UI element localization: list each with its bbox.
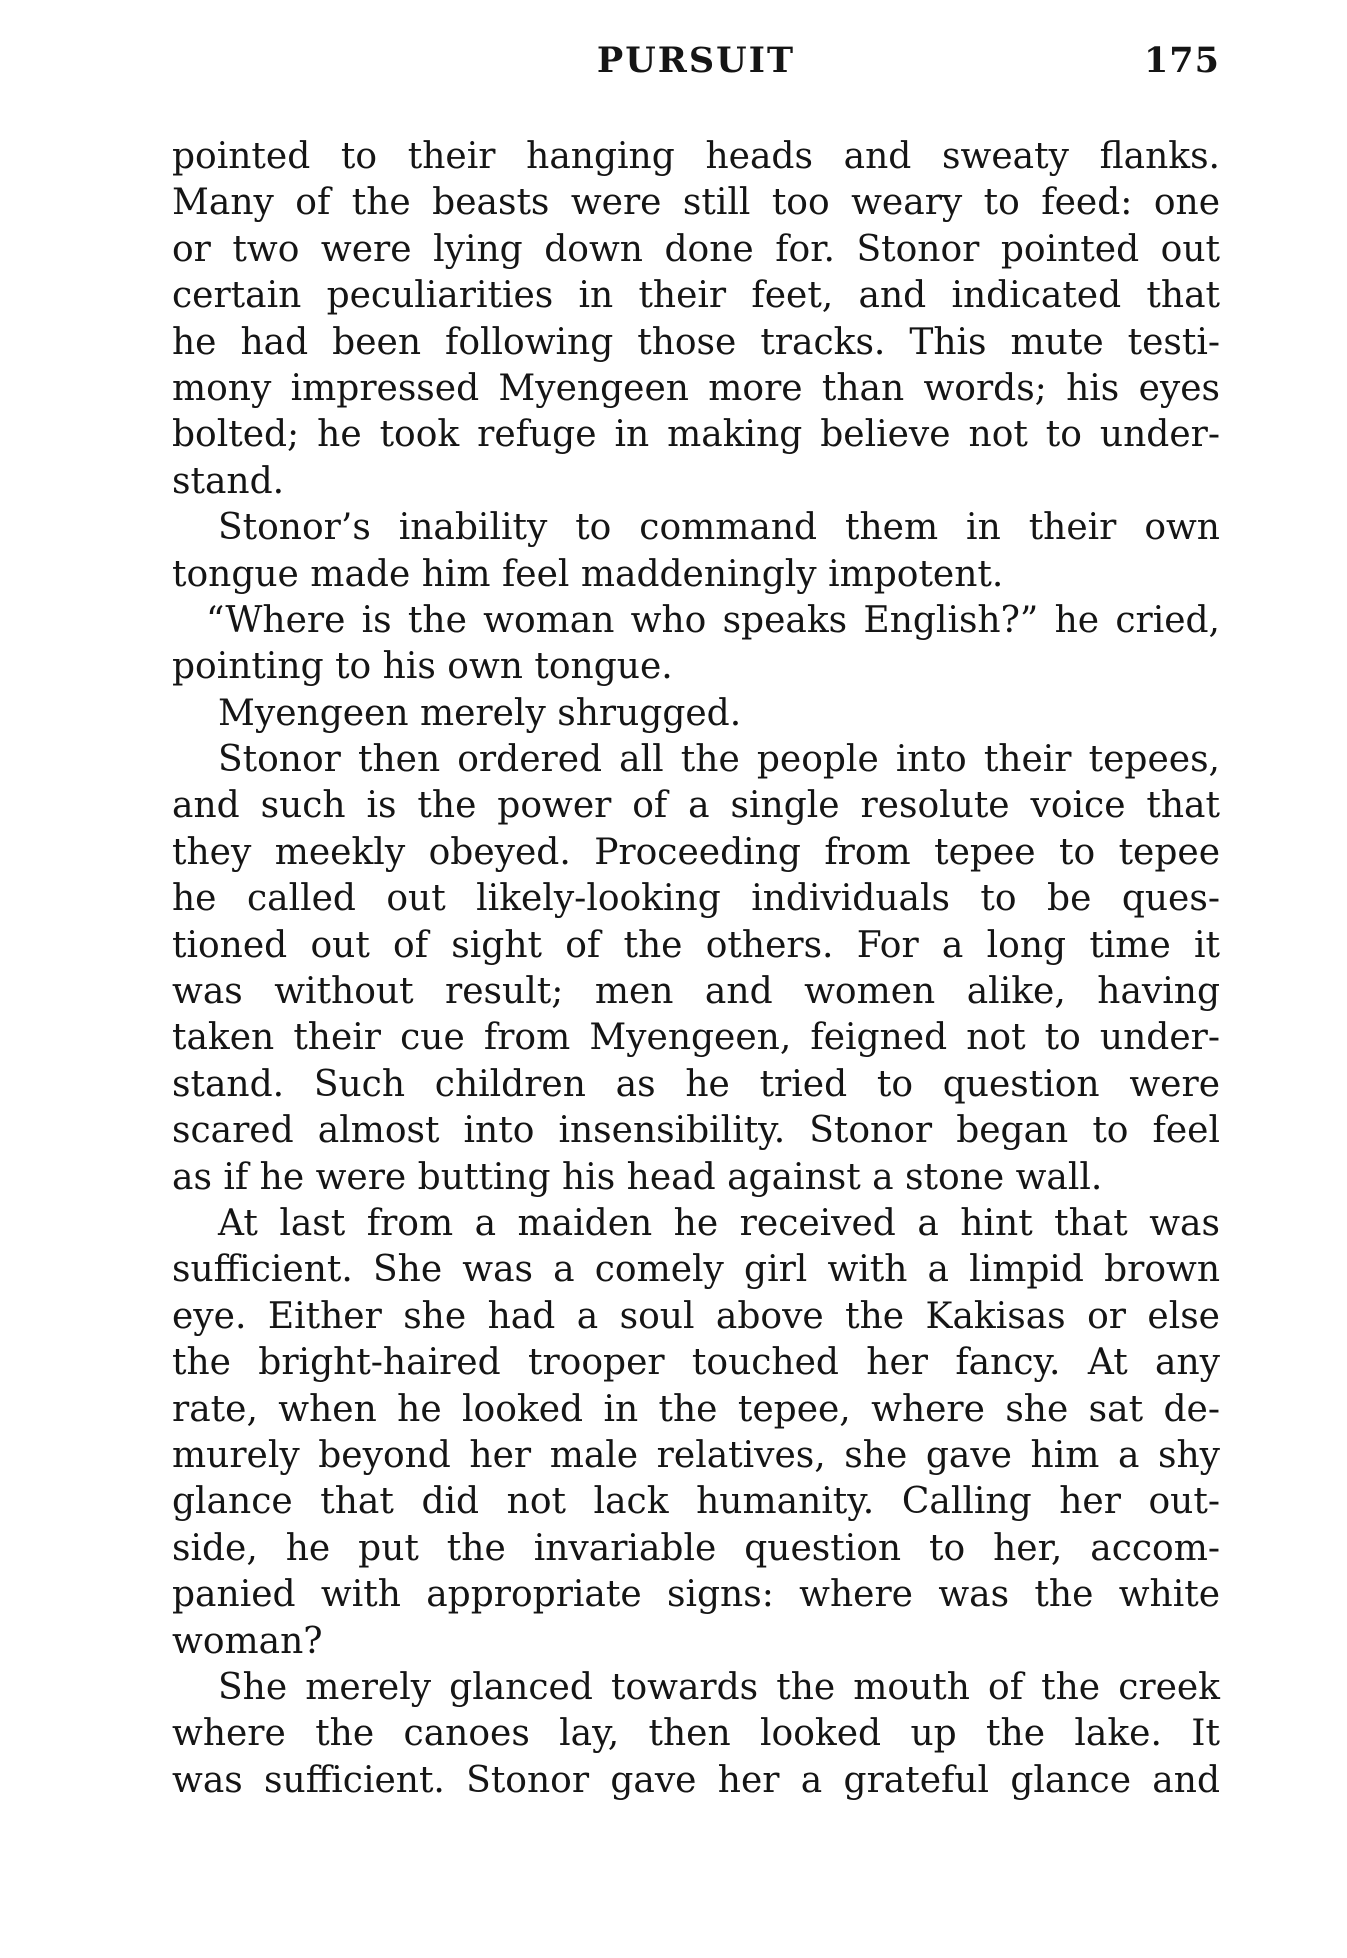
text-line: he called out likely-looking individuals to be ques- <box>172 878 1220 920</box>
body-text <box>172 134 1220 1804</box>
text-line: where the canoes lay, then looked up the lake. It <box>172 1713 1220 1755</box>
text-line: tongue made him feel maddeningly impotent. <box>172 553 1004 595</box>
text-line: “Where is the woman who speaks English?” he cried, <box>206 599 1220 641</box>
text-line: taken their cue from Myengeen, feigned not to under- <box>172 1017 1220 1059</box>
text-line: stand. <box>172 460 285 502</box>
text-line: tioned out of sight of the others. For a long time it <box>172 924 1220 966</box>
text-line: rate, when he looked in the tepee, where she sat de- <box>172 1388 1220 1430</box>
text-line: sufficient. She was a comely girl with a limpid brown <box>172 1249 1220 1291</box>
text-line: as if he were butting his head against a stone wall. <box>172 1156 1103 1198</box>
text-line: was sufficient. Stonor gave her a grateful glance and <box>172 1759 1220 1801</box>
text-line: was without result; men and women alike, having <box>172 971 1220 1013</box>
text-line: glance that did not lack humanity. Calling her out- <box>172 1481 1220 1523</box>
text-line: pointing to his own tongue. <box>172 646 673 688</box>
text-line: he had been following those tracks. This mute testi- <box>172 321 1220 363</box>
text-line: bolted; he took refuge in making believe not to under- <box>172 414 1220 456</box>
text-line: Myengeen merely shrugged. <box>218 692 742 734</box>
text-line: the bright-haired trooper touched her fancy. At any <box>172 1342 1220 1384</box>
text-line: At last from a maiden he received a hint that was <box>218 1202 1220 1244</box>
text-line: pointed to their hanging heads and sweaty flanks. <box>172 136 1220 177</box>
text-line: stand. Such children as he tried to question were <box>172 1063 1220 1105</box>
running-head <box>172 40 1220 96</box>
text-line: certain peculiarities in their feet, and indicated that <box>172 275 1220 317</box>
text-line: side, he put the invariable question to her, accom- <box>172 1527 1220 1569</box>
text-line: Stonor’s inability to command them in their own <box>218 507 1220 549</box>
text-line: Stonor then ordered all the people into their tepees, <box>218 739 1220 781</box>
text-line: or two were lying down done for. Stonor pointed out <box>172 228 1220 270</box>
text-line: mony impressed Myengeen more than words; his eyes <box>172 367 1220 409</box>
page-number: 175 <box>1143 40 1220 81</box>
text-line: and such is the power of a single resolute voice that <box>172 785 1220 827</box>
text-line: Many of the beasts were still too weary to feed: one <box>172 182 1220 224</box>
text-line: She merely glanced towards the mouth of the creek <box>218 1666 1220 1708</box>
running-title: PURSUIT <box>596 40 796 81</box>
text-line: scared almost into insensibility. Stonor began to feel <box>172 1110 1220 1152</box>
text-line: woman? <box>172 1620 323 1662</box>
text-line: they meekly obeyed. Proceeding from tepee to tepee <box>172 831 1220 873</box>
text-line: panied with appropriate signs: where was the white <box>172 1574 1220 1616</box>
text-line: murely beyond her male relatives, she gave him a shy <box>172 1434 1220 1476</box>
text-line: eye. Either she had a soul above the Kakisas or else <box>172 1295 1220 1337</box>
